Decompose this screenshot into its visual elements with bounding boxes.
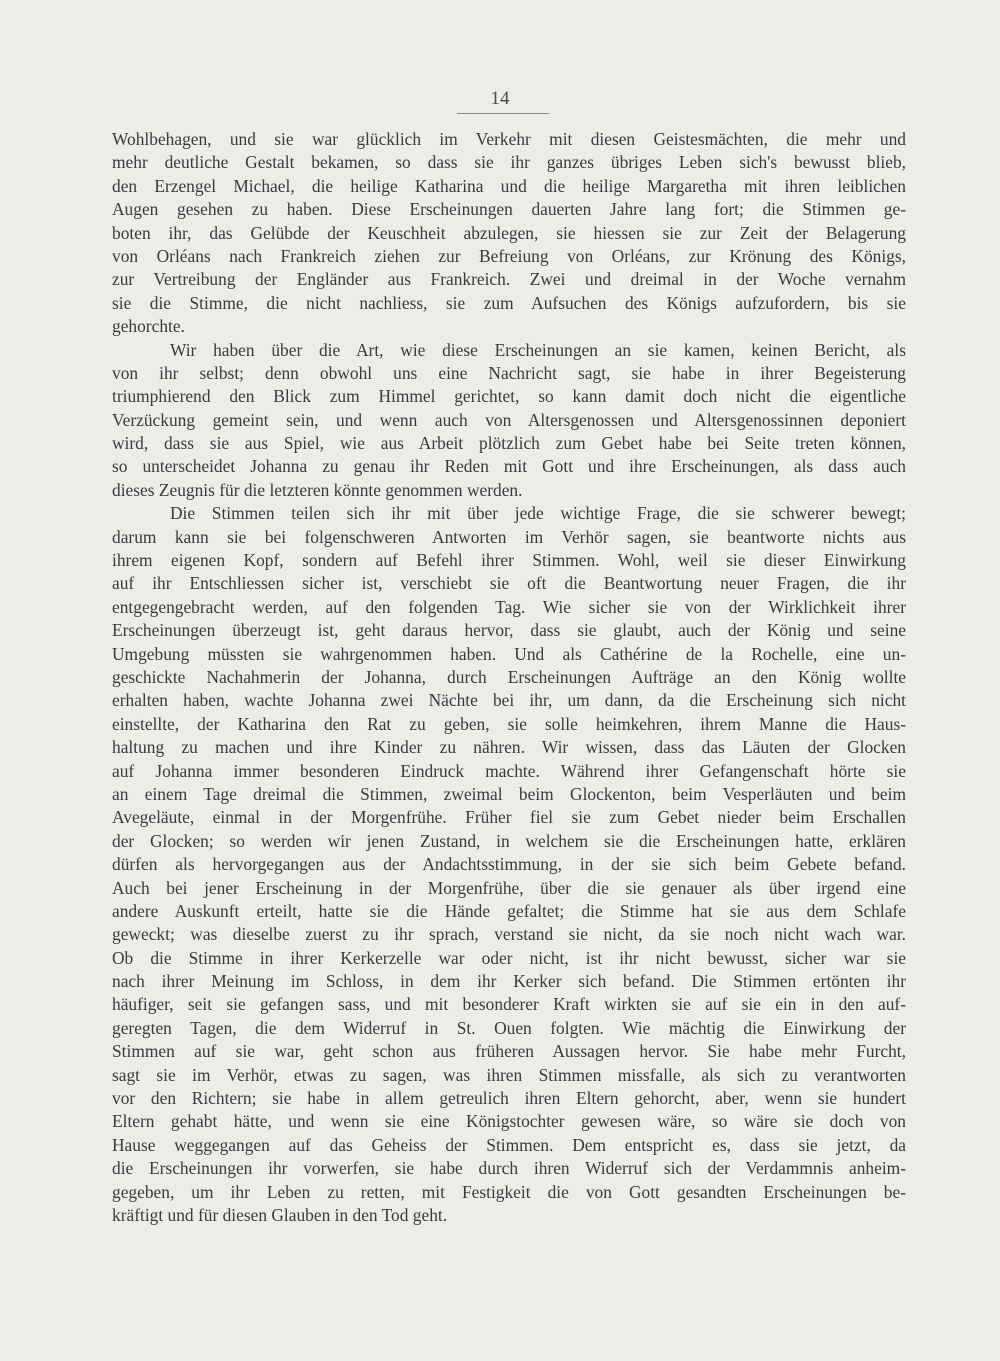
text-line: geschickte Nachahmerin der Johanna, durch Erscheinungen Aufträge an den König wollte <box>112 666 906 687</box>
text-line: von Orléans nach Frankreich ziehen zur Befreiung von Orléans, zur Krönung des Königs, <box>112 245 906 266</box>
text-line: an einem Tage dreimal die Stimmen, zweimal beim Glockenton, beim Vesperläuten und beim <box>112 783 906 804</box>
text-line: Verzückung gemeint sein, und wenn auch von Altersgenossen und Altersgenossinnen deponiert <box>112 409 906 430</box>
text-line: so unterscheidet Johanna zu genau ihr Reden mit Gott und ihre Erscheinungen, als dass auch <box>112 456 906 477</box>
text-line: der Glocken; so werden wir jenen Zustand, in welchem sie die Erscheinungen hatte, erklären <box>112 830 906 851</box>
text-line: mehr deutliche Gestalt bekamen, so dass sie ihr ganzes übriges Leben sich's bewusst blieb, <box>112 152 906 173</box>
text-line: sagt sie im Verhör, etwas zu sagen, was ihren Stimmen missfalle, als sich zu verantworten <box>112 1064 906 1085</box>
text-line: Umgebung müssten sie wahrgenommen haben. Und als Cathérine de la Rochelle, eine un- <box>112 643 906 664</box>
text-line: Stimmen auf sie war, geht schon aus früheren Aussagen hervor. Sie habe mehr Furcht, <box>112 1041 906 1062</box>
text-line: die Erscheinungen ihr vorwerfen, sie habe durch ihren Widerruf sich der Verdammnis anheim- <box>112 1158 906 1179</box>
text-line: wird, dass sie aus Spiel, wie aus Arbeit plötzlich zum Gebet habe bei Seite treten können, <box>112 433 906 454</box>
page-number: 14 <box>490 88 510 109</box>
text-line: häufiger, seit sie gefangen sass, und mit besonderer Kraft wirkten sie auf sie ein in den auf- <box>112 994 906 1015</box>
paragraph <box>112 128 906 339</box>
text-line: Auch bei jener Erscheinung in der Morgenfrühe, über die sie genauer als über irgend eine <box>112 877 906 898</box>
paragraph <box>112 339 906 503</box>
body-text <box>112 128 906 1227</box>
text-line: triumphierend den Blick zum Himmel gerichtet, so kann damit doch nicht die eigentliche <box>112 386 906 407</box>
text-line: andere Auskunft erteilt, hatte sie die Hände gefaltet; die Stimme hat sie aus dem Schlafe <box>112 900 906 921</box>
page-number-rule <box>457 113 549 114</box>
text-line: auf Johanna immer besonderen Eindruck machte. Während ihrer Gefangenschaft hörte sie <box>112 760 906 781</box>
text-line: boten ihr, das Gelübde der Keuschheit abzulegen, sie hiessen sie zur Zeit der Belagerung <box>112 222 906 243</box>
text-line: Ob die Stimme in ihrer Kerkerzelle war oder nicht, ist ihr nicht bewusst, sicher war sie <box>112 947 906 968</box>
text-line: geweckt; was dieselbe zuerst zu ihr sprach, verstand sie nicht, da sie noch nicht wach war. <box>112 924 906 945</box>
text-line: Avegeläute, einmal in der Morgenfrühe. Früher fiel sie zum Gebet nieder beim Erschallen <box>112 807 906 828</box>
text-line: darum kann sie bei folgenschweren Antworten im Verhör sagen, sie beantworte nichts aus <box>112 526 906 547</box>
text-line: nach ihrer Meinung im Schloss, in dem ihr Kerker sich befand. Die Stimmen ertönten ihr <box>112 971 906 992</box>
text-line: Eltern gehabt hätte, und wenn sie eine Königstochter gewesen wäre, so wäre sie doch von <box>112 1111 906 1132</box>
text-line: zur Vertreibung der Engländer aus Frankreich. Zwei und dreimal in der Woche vernahm <box>112 269 906 290</box>
text-line: Wir haben über die Art, wie diese Erscheinungen an sie kamen, keinen Bericht, als <box>170 339 906 360</box>
text-line: auf ihr Entschliessen sicher ist, verschiebt sie oft die Beantwortung neuer Fragen, die ihr <box>112 573 906 594</box>
text-line: ihrem eigenen Kopf, sondern auf Befehl ihrer Stimmen. Wohl, weil sie dieser Einwirkung <box>112 550 906 571</box>
text-line: Hause weggegangen auf das Geheiss der Stimmen. Dem entspricht es, dass sie jetzt, da <box>112 1134 906 1155</box>
text-line: kräftigt und für diesen Glauben in den Tod geht. <box>112 1204 448 1225</box>
text-line: haltung zu machen und ihre Kinder zu nähren. Wir wissen, dass das Läuten der Glocken <box>112 737 906 758</box>
text-line: Wohlbehagen, und sie war glücklich im Verkehr mit diesen Geistesmächten, die mehr und <box>112 129 906 149</box>
text-line: den Erzengel Michael, die heilige Katharina und die heilige Margaretha mit ihren leiblichen <box>112 175 906 196</box>
text-line: Erscheinungen überzeugt ist, geht daraus hervor, dass sie glaubt, auch der König und seine <box>112 620 906 641</box>
text-line: Augen gesehen zu haben. Diese Erscheinungen dauerten Jahre lang fort; die Stimmen ge- <box>112 199 906 220</box>
text-line: dieses Zeugnis für die letzteren könnte genommen werden. <box>112 479 523 500</box>
text-line: von ihr selbst; denn obwohl uns eine Nachricht sagt, sie habe in ihrer Begeisterung <box>112 362 906 383</box>
text-line: entgegengebracht werden, auf den folgenden Tag. Wie sicher sie von der Wirklichkeit ihrer <box>112 596 906 617</box>
text-line: geregten Tagen, die dem Widerruf in St. Ouen folgten. Wie mächtig die Einwirkung der <box>112 1017 906 1038</box>
text-line: dürfen als hervorgegangen aus der Andachtsstimmung, in der sie sich beim Gebete befand. <box>112 854 906 875</box>
text-line: gehorchte. <box>112 316 185 337</box>
text-line: einstellte, der Katharina den Rat zu geben, sie solle heimkehren, ihrem Manne die Haus- <box>112 713 906 734</box>
text-line: gegeben, um ihr Leben zu retten, mit Festigkeit die von Gott gesandten Erscheinungen be- <box>112 1181 906 1202</box>
text-line: sie die Stimme, die nicht nachliess, sie zum Aufsuchen des Königs aufzufordern, bis sie <box>112 292 906 313</box>
text-line: erhalten haben, wachte Johanna zwei Nächte bei ihr, um dann, da die Erscheinung sich nicht <box>112 690 906 711</box>
text-line: Die Stimmen teilen sich ihr mit über jede wichtige Frage, die sie schwerer bewegt; <box>170 503 906 524</box>
paragraph <box>112 502 906 1227</box>
text-line: vor den Richtern; sie habe in allem getreulich ihren Eltern gehorcht, aber, wenn sie hundert <box>112 1088 906 1109</box>
